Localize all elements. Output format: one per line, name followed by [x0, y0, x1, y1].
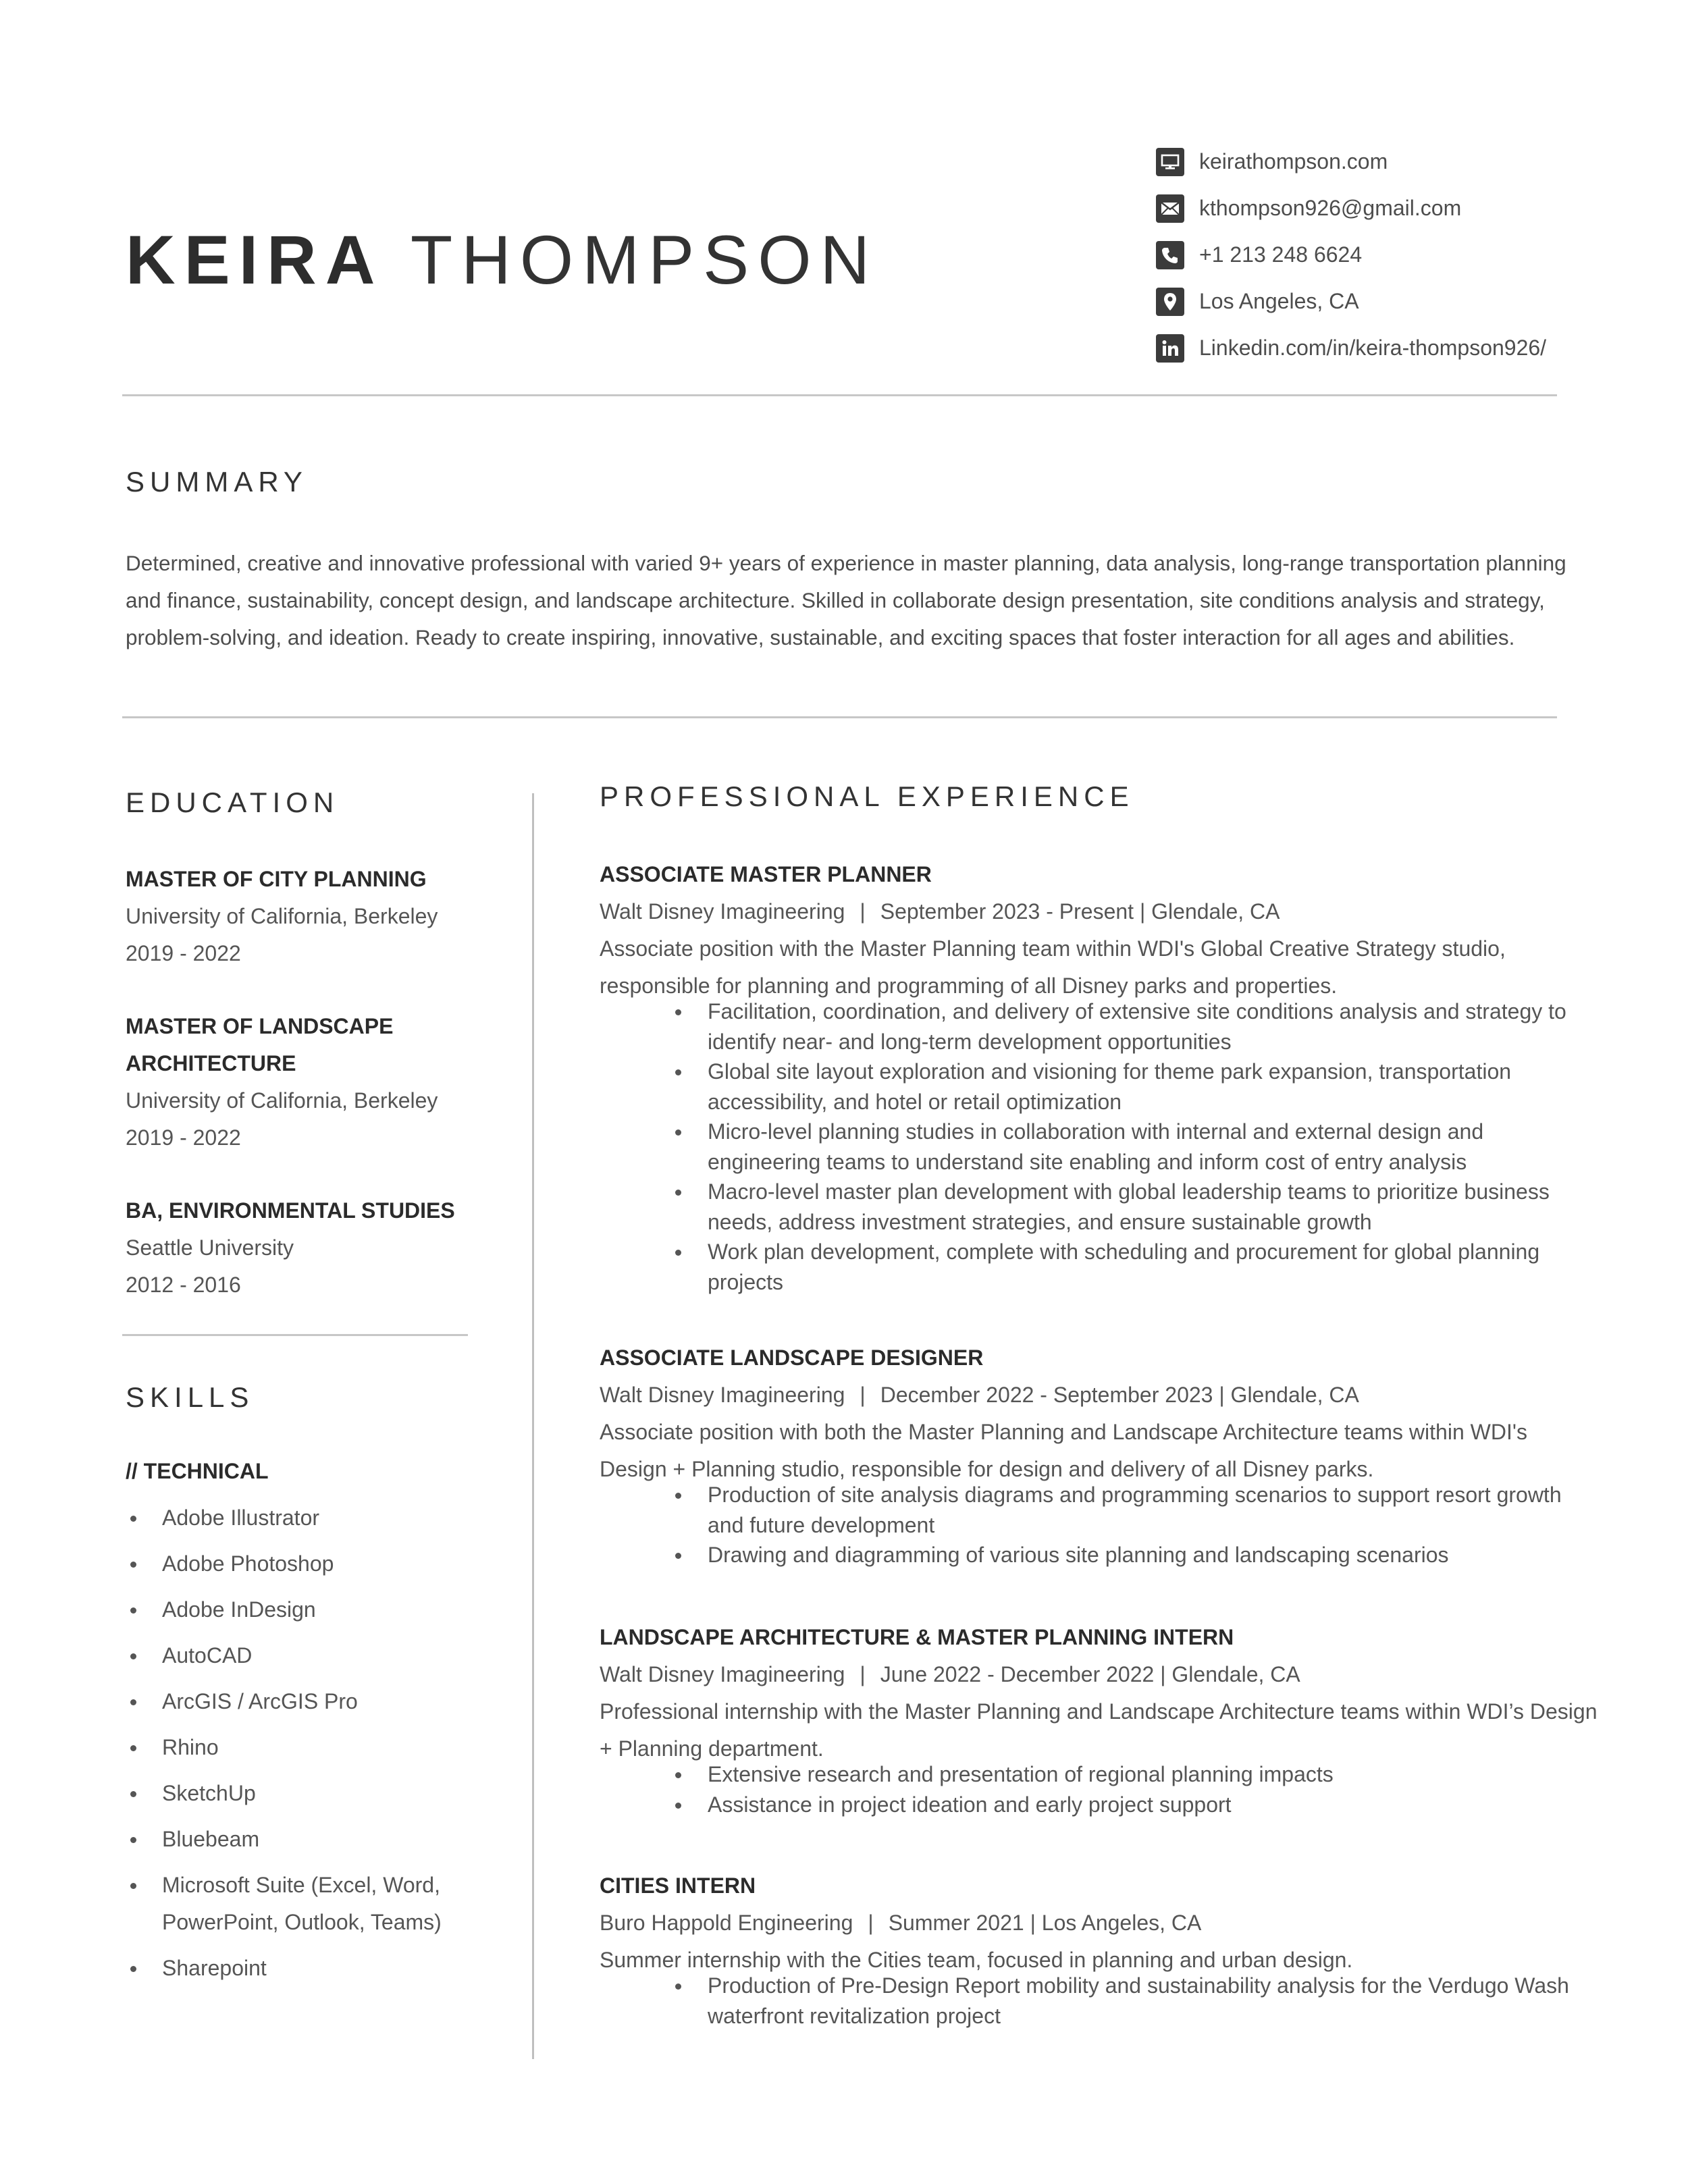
list-item: Micro-level planning studies in collaboration with internal and external design and engineering teams to understand site enabling and inform cost of entry analysis — [600, 1117, 1599, 1177]
job-entry — [600, 856, 1599, 1297]
job-description: Associate position with the Master Planning team within WDI's Global Creative Strategy studio, responsible for planning and programming of all Disney parks and properties. — [600, 936, 1506, 998]
job-title: ASSOCIATE LANDSCAPE DESIGNER — [600, 1346, 984, 1370]
degree-entry — [126, 1008, 463, 1156]
degree-years: 2012 - 2016 — [126, 1273, 241, 1297]
job-title: CITIES INTERN — [600, 1873, 756, 1898]
degree-years: 2019 - 2022 — [126, 1125, 241, 1150]
envelope-icon — [1156, 194, 1184, 223]
job-company: Walt Disney Imagineering — [600, 899, 845, 924]
job-entry — [600, 1619, 1599, 1819]
skills-list — [126, 1499, 504, 1996]
contact-location-text: Los Angeles, CA — [1199, 289, 1359, 313]
summary-divider — [122, 716, 1557, 718]
skills-subheading: // TECHNICAL — [126, 1459, 269, 1483]
column-divider — [532, 793, 534, 2059]
job-entry — [600, 1339, 1599, 1570]
job-title: LANDSCAPE ARCHITECTURE & MASTER PLANNING INTERN — [600, 1625, 1234, 1649]
list-item: Drawing and diagramming of various site planning and landscaping scenarios — [600, 1540, 1599, 1570]
degree-school: University of California, Berkeley — [126, 904, 438, 928]
experience-heading: PROFESSIONAL EXPERIENCE — [600, 780, 1134, 812]
list-item: Extensive research and presentation of regional planning impacts — [600, 1759, 1599, 1790]
summary-text: Determined, creative and innovative professional with varied 9+ years of experience in master planning, data analysis, long-range transportation planning and finance, sustainability, concept design, and landscape architecture. Skilled in collaborate design presentation, site conditions analysis and strategy, problem-solving, and ideation. Ready to create inspiring, innovative, sustainable, and exciting spaces that foster interaction for all ages and abilities. — [126, 551, 1566, 649]
degree-title: BA, ENVIRONMENTAL STUDIES — [126, 1198, 455, 1223]
contact-website[interactable] — [1156, 138, 1546, 185]
degree-years: 2019 - 2022 — [126, 941, 241, 965]
job-company: Buro Happold Engineering — [600, 1911, 853, 1935]
job-description: Professional internship with the Master Planning and Landscape Architecture teams within WDI’s Design + Planning department. — [600, 1699, 1598, 1761]
education-heading: EDUCATION — [126, 787, 340, 818]
list-item: Facilitation, coordination, and delivery of extensive site conditions analysis and strategy to identify near- and long-term development opportunities — [600, 996, 1599, 1057]
contact-phone-text: +1 213 248 6624 — [1199, 242, 1363, 267]
contact-website-text: keirathompson.com — [1199, 149, 1388, 174]
degree-entry — [126, 861, 504, 972]
list-item: Adobe Photoshop — [126, 1545, 504, 1582]
contact-email[interactable] — [1156, 185, 1546, 232]
last-name: THOMPSON — [410, 221, 879, 298]
list-item: Production of site analysis diagrams and programming scenarios to support resort growth and future development — [600, 1480, 1599, 1540]
list-item: Production of Pre-Design Report mobility and sustainability analysis for the Verdugo Wash waterfront revitalization project — [600, 1971, 1599, 2031]
job-bullets — [600, 1971, 1599, 2031]
job-bullets — [600, 996, 1599, 1297]
job-separator: | — [860, 1662, 866, 1686]
list-item: ArcGIS / ArcGIS Pro — [126, 1683, 504, 1720]
monitor-icon — [1156, 148, 1184, 176]
job-description: Summer internship with the Cities team, focused in planning and urban design. — [600, 1948, 1353, 1972]
job-separator: | — [860, 1383, 866, 1407]
list-item: Bluebeam — [126, 1821, 504, 1858]
contact-location — [1156, 278, 1546, 325]
job-entry — [600, 1867, 1599, 2031]
job-bullets — [600, 1480, 1599, 1570]
job-meta — [600, 1905, 1599, 1942]
contact-list — [1156, 138, 1546, 371]
summary-heading: SUMMARY — [126, 466, 308, 498]
job-meta — [600, 1377, 1599, 1414]
job-title: ASSOCIATE MASTER PLANNER — [600, 862, 932, 886]
job-details: September 2023 - Present | Glendale, CA — [880, 899, 1280, 924]
list-item: SketchUp — [126, 1775, 504, 1812]
contact-email-text: kthompson926@gmail.com — [1199, 196, 1462, 220]
job-separator: | — [868, 1911, 874, 1935]
list-item: Microsoft Suite (Excel, Word, PowerPoint, Outlook, Teams) — [126, 1867, 459, 1941]
skills-heading: SKILLS — [126, 1381, 255, 1413]
job-description: Associate position with both the Master Planning and Landscape Architecture teams within WDI's Design + Planning studio, responsible for design and delivery of all Disney parks. — [600, 1420, 1527, 1481]
contact-linkedin-text: Linkedin.com/in/keira-thompson926/ — [1199, 336, 1547, 360]
first-name: KEIRA — [126, 221, 384, 298]
contact-phone[interactable] — [1156, 232, 1546, 278]
job-details: December 2022 - September 2023 | Glendale, CA — [880, 1383, 1359, 1407]
job-meta — [600, 893, 1599, 930]
list-item: Macro-level master plan development with global leadership teams to prioritize business needs, address investment strategies, and ensure sustainable growth — [600, 1177, 1599, 1237]
list-item: Work plan development, complete with scheduling and procurement for global planning projects — [600, 1237, 1599, 1297]
contact-linkedin[interactable] — [1156, 325, 1546, 371]
list-item: Adobe InDesign — [126, 1591, 504, 1628]
list-item: Global site layout exploration and visioning for theme park expansion, transportation accessibility, and hotel or retail optimization — [600, 1057, 1599, 1117]
list-item: AutoCAD — [126, 1637, 504, 1674]
degree-school: University of California, Berkeley — [126, 1088, 438, 1113]
header-divider — [122, 394, 1557, 396]
job-details: Summer 2021 | Los Angeles, CA — [888, 1911, 1202, 1935]
job-bullets — [600, 1759, 1599, 1819]
job-separator: | — [860, 899, 866, 924]
location-pin-icon — [1156, 288, 1184, 316]
degree-entry — [126, 1192, 517, 1304]
job-details: June 2022 - December 2022 | Glendale, CA — [880, 1662, 1300, 1686]
list-item: Sharepoint — [126, 1950, 504, 1987]
candidate-name — [126, 216, 878, 304]
list-item: Rhino — [126, 1729, 504, 1766]
degree-title: MASTER OF CITY PLANNING — [126, 867, 427, 891]
list-item: Adobe Illustrator — [126, 1499, 504, 1537]
degree-title: MASTER OF LANDSCAPE ARCHITECTURE — [126, 1014, 394, 1075]
job-company: Walt Disney Imagineering — [600, 1383, 845, 1407]
linkedin-icon — [1156, 334, 1184, 363]
education-divider — [122, 1334, 468, 1336]
degree-school: Seattle University — [126, 1235, 294, 1260]
list-item: Assistance in project ideation and early project support — [600, 1790, 1599, 1820]
phone-icon — [1156, 241, 1184, 269]
job-company: Walt Disney Imagineering — [600, 1662, 845, 1686]
job-meta — [600, 1656, 1599, 1693]
